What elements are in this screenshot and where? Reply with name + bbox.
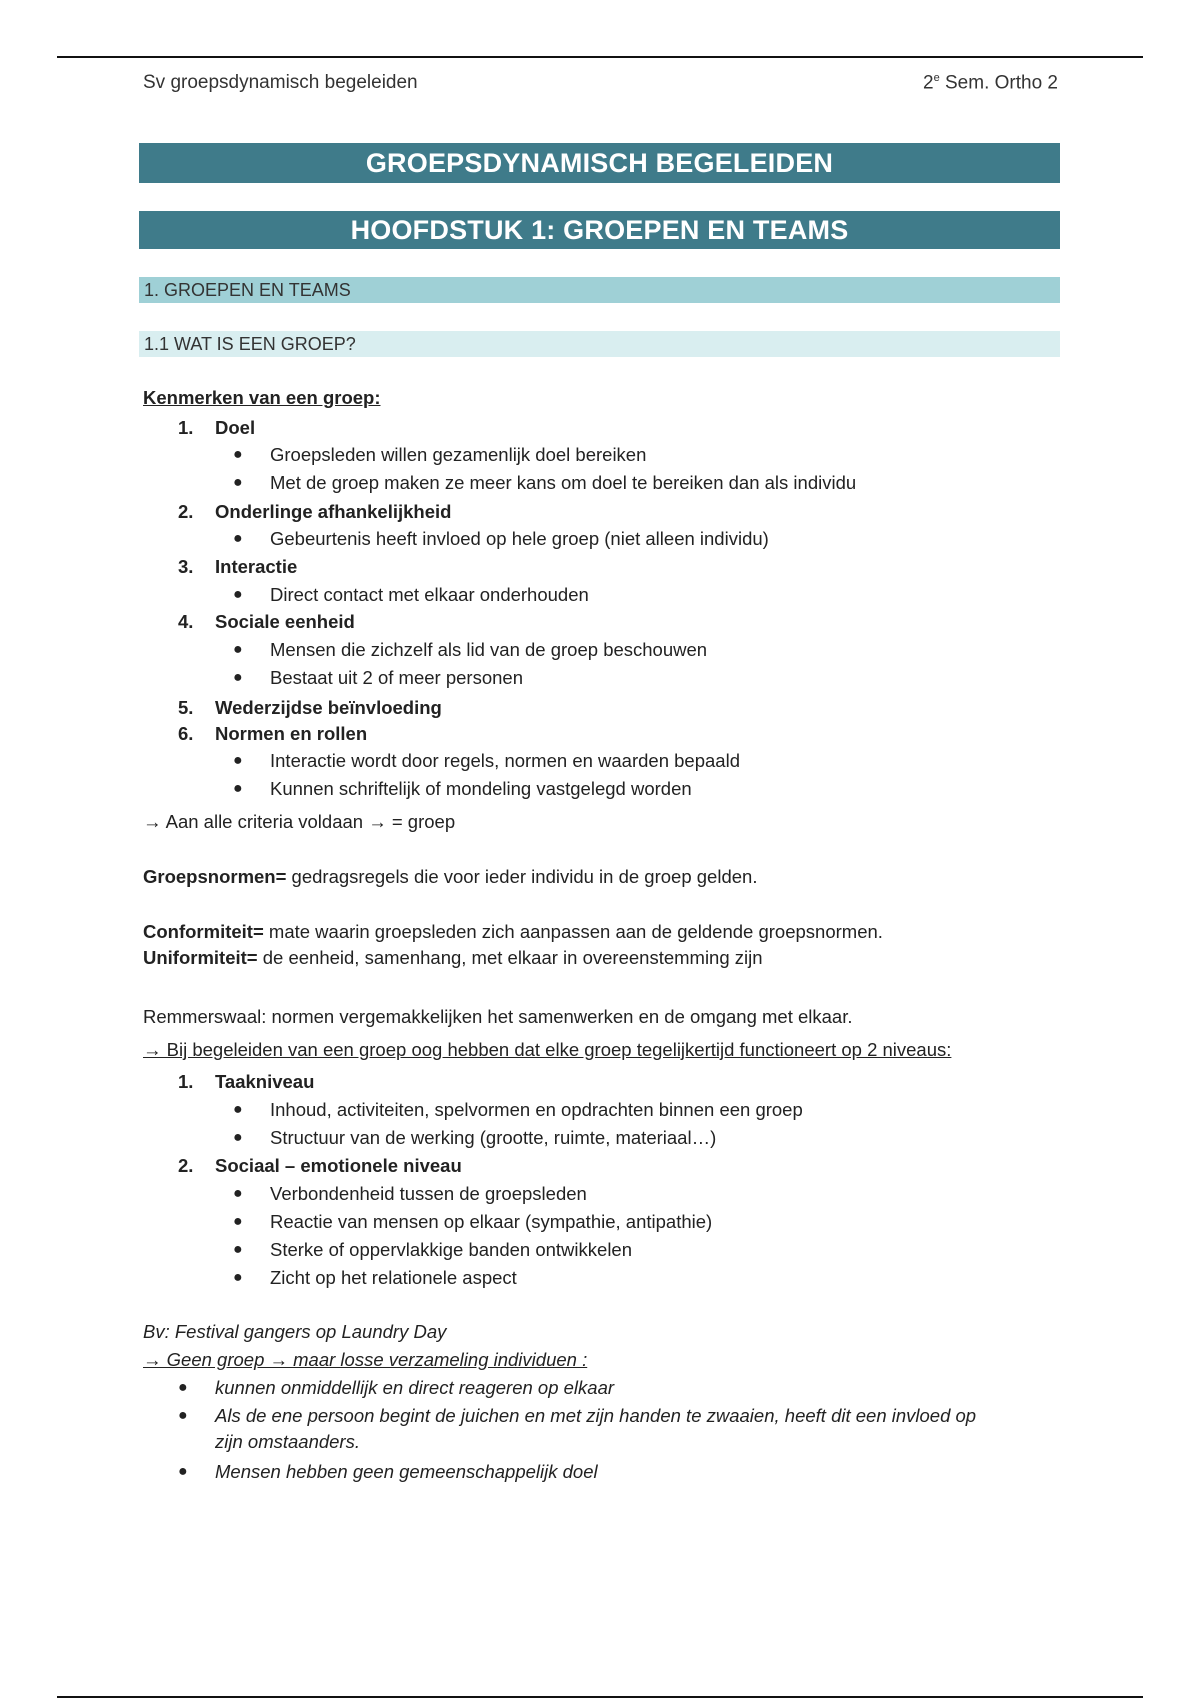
list-item: Zicht op het relationele aspect [270, 1267, 517, 1288]
example-conclusion: → Geen groep → maar losse verzameling individuen : [143, 1349, 588, 1370]
list-item: Bestaat uit 2 of meer personen [270, 667, 523, 688]
bullet: ● [233, 474, 243, 491]
remmerswaal-text: Remmerswaal: normen vergemakkelijken het samenwerken en de omgang met elkaar. [143, 1006, 853, 1027]
bullet: ● [233, 530, 243, 547]
document-title: GROEPSDYNAMISCH BEGELEIDEN [139, 143, 1060, 183]
running-header-left: Sv groepsdynamisch begeleiden [143, 72, 418, 93]
list-item-label: Normen en rollen [215, 723, 368, 744]
definition-conformiteit: Conformiteit= mate waarin groepsleden zich aanpassen aan de geldende groepsnormen. [143, 921, 883, 942]
list-item: Met de groep maken ze meer kans om doel te bereiken dan als individu [270, 472, 857, 493]
list-number: 4. [178, 611, 194, 632]
list-item: kunnen onmiddellijk en direct reageren op elkaar [215, 1377, 615, 1398]
bullet: ● [233, 669, 243, 686]
list-item-label: Onderlinge afhankelijkheid [215, 501, 452, 522]
list-item: Mensen die zichzelf als lid van de groep beschouwen [270, 639, 708, 660]
niveaus-intro: → Bij begeleiden van een groep oog hebben dat elke groep tegelijkertijd functioneert op 2 niveaus: [143, 1039, 952, 1060]
bullet: ● [233, 780, 243, 797]
list-item: Direct contact met elkaar onderhouden [270, 584, 589, 605]
list-number: 5. [178, 697, 194, 718]
bullet: ● [233, 586, 243, 603]
subsection-heading: 1.1 WAT IS EEN GROEP? [139, 331, 1060, 357]
list-number: 1. [178, 417, 194, 438]
list-number: 3. [178, 556, 194, 577]
bullet: ● [178, 1407, 188, 1424]
bullet: ● [233, 1269, 243, 1286]
bullet: ● [178, 1379, 188, 1396]
section-heading: 1. GROEPEN EN TEAMS [139, 277, 1060, 303]
list-item: Verbondenheid tussen de groepsleden [270, 1183, 587, 1204]
list-item-label: Sociale eenheid [215, 611, 355, 632]
bullet: ● [233, 446, 243, 463]
list-number: 2. [178, 1155, 194, 1176]
list-item: Reactie van mensen op elkaar (sympathie, antipathie) [270, 1211, 713, 1232]
list-item-label: Sociaal – emotionele niveau [215, 1155, 462, 1176]
list-item: Groepsleden willen gezamenlijk doel bereiken [270, 444, 647, 465]
kenmerken-heading: Kenmerken van een groep: [143, 387, 381, 408]
list-item-label: Wederzijdse beïnvloeding [215, 697, 442, 718]
list-item: Interactie wordt door regels, normen en waarden bepaald [270, 750, 740, 771]
running-header-right: 2e Sem. Ortho 2 [923, 72, 1058, 94]
bullet: ● [233, 752, 243, 769]
list-number: 2. [178, 501, 194, 522]
bullet: ● [233, 641, 243, 658]
bullet: ● [233, 1185, 243, 1202]
definition-groepsnormen: Groepsnormen= gedragsregels die voor ieder individu in de groep gelden. [143, 866, 758, 887]
list-item-label: Taakniveau [215, 1071, 315, 1092]
bullet: ● [233, 1213, 243, 1230]
list-item: Als de ene persoon begint de juichen en met zijn handen te zwaaien, heeft dit een invloed op [215, 1405, 977, 1426]
list-number: 6. [178, 723, 194, 744]
list-item: Sterke of oppervlakkige banden ontwikkelen [270, 1239, 633, 1260]
list-item: Mensen hebben geen gemeenschappelijk doel [215, 1461, 598, 1482]
list-number: 1. [178, 1071, 194, 1092]
list-item: Gebeurtenis heeft invloed op hele groep (niet alleen individu) [270, 528, 769, 549]
bullet: ● [233, 1101, 243, 1118]
criteria-conclusion: → Aan alle criteria voldaan → = groep [143, 811, 456, 832]
bullet: ● [233, 1129, 243, 1146]
bottom-rule [57, 1696, 1143, 1698]
list-item: Inhoud, activiteiten, spelvormen en opdrachten binnen een groep [270, 1099, 803, 1120]
top-rule [57, 56, 1143, 58]
list-item: Kunnen schriftelijk of mondeling vastgelegd worden [270, 778, 692, 799]
chapter-title: HOOFDSTUK 1: GROEPEN EN TEAMS [139, 211, 1060, 249]
list-item-label: Interactie [215, 556, 298, 577]
bullet: ● [178, 1463, 188, 1480]
list-item: Structuur van de werking (grootte, ruimte, materiaal…) [270, 1127, 717, 1148]
definition-uniformiteit: Uniformiteit= de eenheid, samenhang, met elkaar in overeenstemming zijn [143, 947, 763, 968]
list-item-continuation: zijn omstaanders. [215, 1431, 360, 1452]
list-item-label: Doel [215, 417, 256, 438]
bullet: ● [233, 1241, 243, 1258]
example-title: Bv: Festival gangers op Laundry Day [143, 1321, 447, 1342]
